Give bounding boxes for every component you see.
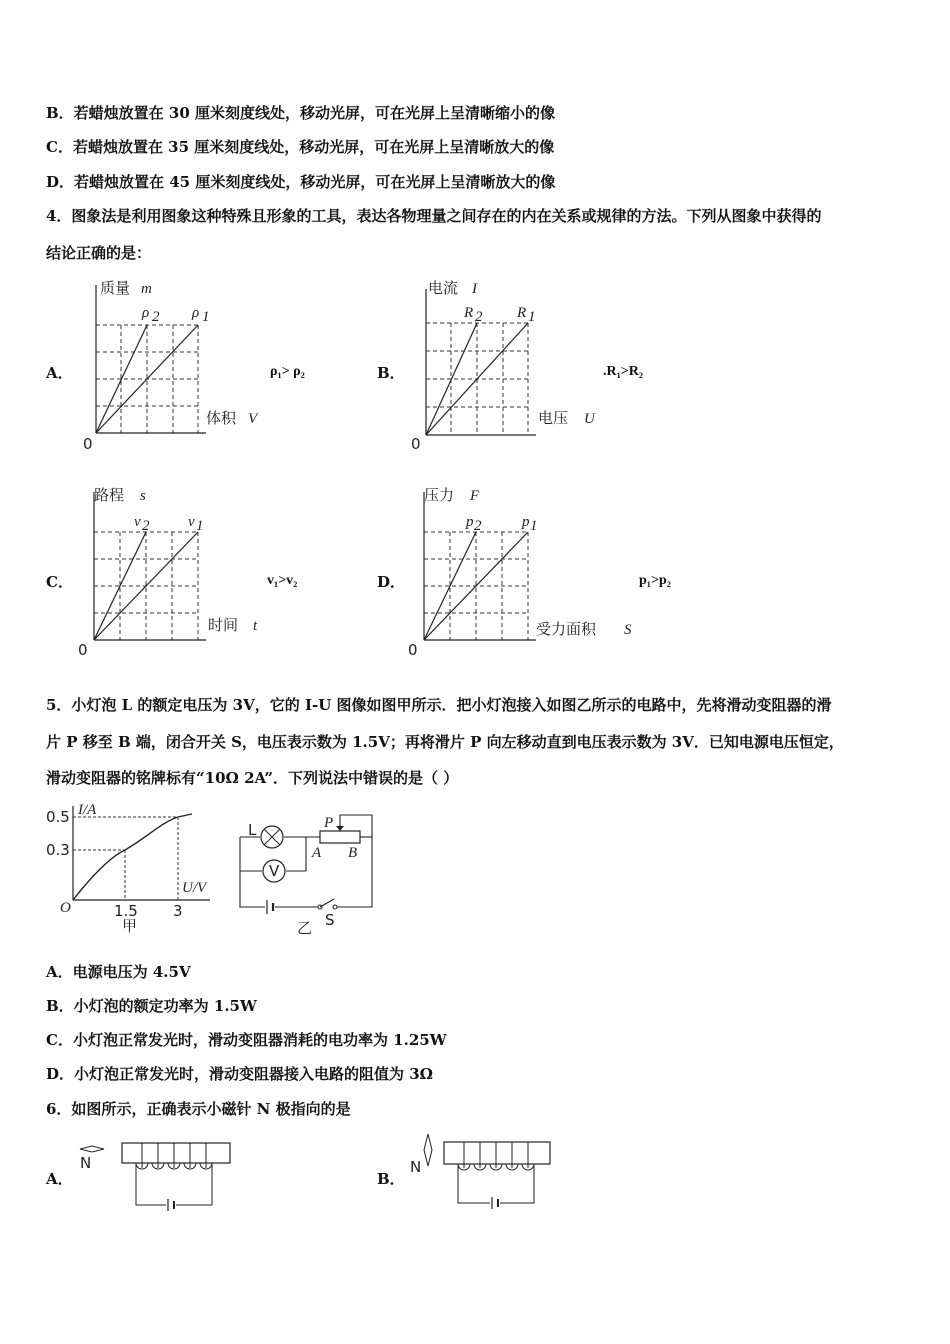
graph-d-line2-label: p [466,514,474,530]
graph-b-line2-sub: 2 [475,309,483,325]
q4-option-d-conclusion: p₁>p₂ [639,573,671,588]
q3-option-b: B．若蜡烛放置在 30 厘米刻度线处，移动光屏，可在光屏上呈清晰缩小的像 [46,104,555,122]
circuit-end-a: A [312,845,322,861]
graph-d-xvar: S [624,622,632,638]
circuit-caption: 乙 [297,919,313,937]
circuit-end-b: B [348,845,358,861]
graph-d-line2-sub: 2 [474,518,482,534]
q4-stem-line1: 4．图象法是利用图象这种特殊且形象的工具，表达各物理量之间存在的内在关系或规律的方法。下列从图象中获得的 [46,207,822,225]
circuit-lamp-label: L [248,821,257,839]
q5-option-d: D．小灯泡正常发光时，滑动变阻器接入电路的阻值为 3Ω [46,1065,434,1083]
q4-option-b-conclusion: .R₁>R₂ [603,364,644,379]
graph-c-line1-sub: 1 [196,518,204,534]
graph-c-xlabel: 时间 [208,616,239,634]
q4-stem-line2: 结论正确的是： [46,244,152,262]
q4-graph-d [406,482,646,662]
q6-figure-a [78,1138,238,1218]
graph-c-line2-sub: 2 [142,518,150,534]
iu-y-tick-05: 0.5 [46,808,70,826]
graph-a-line2-sub: 2 [152,309,160,325]
graph-a-ylabel: 质量 [100,279,131,297]
graph-a-line1-label: ρ [192,305,200,321]
graph-d-origin: 0 [408,641,418,659]
circuit-switch-label: S [325,911,335,929]
graph-a-line1-sub: 1 [202,309,210,325]
q4-option-c-letter: C． [46,573,73,591]
graph-b-origin: 0 [411,435,421,453]
graph-a-xvar: V [248,411,258,427]
graph-d-line1-label: p [522,514,530,530]
q5-stem-line3: 滑动变阻器的铭牌标有“10Ω 2A”．下列说法中错误的是（ ） [46,769,459,787]
q6-option-b-letter: B． [377,1170,405,1188]
graph-d-ylabel: 压力 [424,486,455,504]
graph-a-line2-label: ρ [142,305,150,321]
q5-stem-line2: 片 P 移至 B 端，闭合开关 S，电压表示数为 1.5V；再将滑片 P 向左移动直到电压表示数为 3V．已知电源电压恒定， [46,733,844,751]
iu-xlabel: U/V [182,880,207,896]
graph-b-xlabel: 电压 [538,409,569,427]
q4-option-d-letter: D． [377,573,406,591]
q5-stem-line1: 5．小灯泡 L 的额定电压为 3V，它的 I-U 图像如图甲所示．把小灯泡接入如图乙所示的电路中，先将滑动变阻器的滑 [46,696,832,714]
q6-a-pole: N [80,1154,92,1172]
q6-stem: 6．如图所示，正确表示小磁针 N 极指向的是 [46,1100,351,1118]
graph-c-line1-label: v [188,514,195,530]
graph-d-line1-sub: 1 [530,518,538,534]
q5-option-b: B．小灯泡的额定功率为 1.5W [46,997,257,1015]
graph-a-xlabel: 体积 [206,409,237,427]
q5-iu-graph [40,800,220,940]
circuit-slider-label: P [324,815,334,831]
graph-c-xvar: t [253,618,258,634]
graph-b-yvar: I [472,281,477,297]
graph-b-line1-sub: 1 [528,309,536,325]
circuit-voltmeter-label: V [269,862,280,880]
q3-option-d: D．若蜡烛放置在 45 厘米刻度线处，移动光屏，可在光屏上呈清晰放大的像 [46,173,556,191]
q5-option-a: A．电源电压为 4.5V [46,963,191,981]
graph-c-line2-label: v [134,514,141,530]
graph-b-line1-label: R [517,305,527,321]
q5-option-c: C．小灯泡正常发光时，滑动变阻器消耗的电功率为 1.25W [46,1031,447,1049]
q4-option-c-conclusion: v₁>v₂ [267,573,298,588]
q5-circuit [230,805,390,940]
q4-graph-c [76,482,276,662]
graph-b-xvar: U [584,411,595,427]
q6-figure-b [408,1132,568,1218]
iu-ylabel: I/A [78,802,97,818]
iu-origin: O [60,900,71,916]
graph-c-origin: 0 [78,641,88,659]
q4-option-a-letter: A． [46,364,73,382]
q4-graph-b [408,275,608,455]
q6-option-a-letter: A． [46,1170,73,1188]
iu-x-tick-15: 1.5 [114,902,138,920]
graph-d-yvar: F [470,488,480,504]
graph-c-yvar: s [140,488,146,504]
graph-a-origin: 0 [83,435,93,453]
q4-option-a-conclusion: ρ₁> ρ₂ [270,364,305,379]
iu-x-tick-3: 3 [173,902,183,920]
graph-b-line2-label: R [464,305,474,321]
q3-option-c: C．若蜡烛放置在 35 厘米刻度线处，移动光屏，可在光屏上呈清晰放大的像 [46,138,555,156]
graph-b-ylabel: 电流 [428,279,459,297]
q4-option-b-letter: B． [377,364,405,382]
graph-d-xlabel: 受力面积 [536,620,597,638]
iu-caption: 甲 [122,917,138,935]
q6-b-pole: N [410,1158,422,1176]
q4-graph-a [78,275,278,455]
graph-a-yvar: m [141,281,152,297]
graph-c-ylabel: 路程 [94,486,125,504]
iu-y-tick-03: 0.3 [46,841,70,859]
